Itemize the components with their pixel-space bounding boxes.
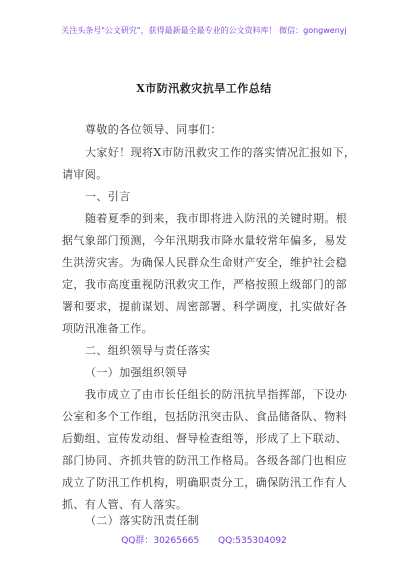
paragraph-line: 署和要求，提前谋划、周密部署、科学调度，扎实做好各 (62, 300, 347, 313)
paragraph-line: 项防汛准备工作。 (62, 322, 154, 335)
paragraph-line: 公室和多个工作组，包括防汛突击队、食品储备队、物料 (62, 410, 347, 423)
subsection-heading: （二）落实防汛责任制 (85, 514, 199, 527)
qq-contact-number: QQ:535304092 (218, 536, 287, 546)
subsection-heading: （一）加强组织领导 (85, 366, 188, 379)
paragraph-line: 大家好！现将X市防汛救灾工作的落实情况汇报如下， (85, 146, 356, 159)
paragraph-line: 部门协同、齐抓共管的防汛工作格局。各级各部门也相应 (62, 454, 347, 467)
paragraph-line: 随着夏季的到来，我市即将进入防汛的关键时期。根 (85, 212, 348, 225)
paragraph-line: 抓、有人管、有人落实。 (62, 498, 188, 511)
document-title: X市防汛救灾抗旱工作总结 (136, 82, 272, 95)
paragraph-line: 我市成立了由市长任组长的防汛抗旱指挥部，下设办 (85, 388, 348, 401)
paragraph-line: 请审阅。 (62, 168, 108, 181)
salutation: 尊敬的各位领导、同事们： (85, 123, 222, 136)
paragraph-line: 定，我市高度重视防汛救灾工作，严格按照上级部门的部 (62, 278, 347, 291)
section-heading: 一、引言 (85, 190, 131, 203)
paragraph-line: 据气象部门预测，今年汛期我市降水量较常年偏多，易发 (62, 234, 347, 247)
paragraph-line: 成立了防汛工作机构，明确职责分工，确保防汛工作有人 (62, 476, 347, 489)
footer-contact (0, 533, 408, 546)
header-promo-text: 关注头条号"公文研究"，获得最新最全最专业的公文资料库！ 微信：gongwenyj (61, 26, 347, 35)
qq-group-number: QQ群：30265665 (121, 536, 200, 546)
paragraph-line: 后勤组、宣传发动组、督导检查组等，形成了上下联动、 (62, 432, 347, 445)
paragraph-line: 生洪涝灾害。为确保人民群众生命财产安全，维护社会稳 (62, 256, 347, 269)
section-heading: 二、组织领导与责任落实 (85, 344, 211, 357)
